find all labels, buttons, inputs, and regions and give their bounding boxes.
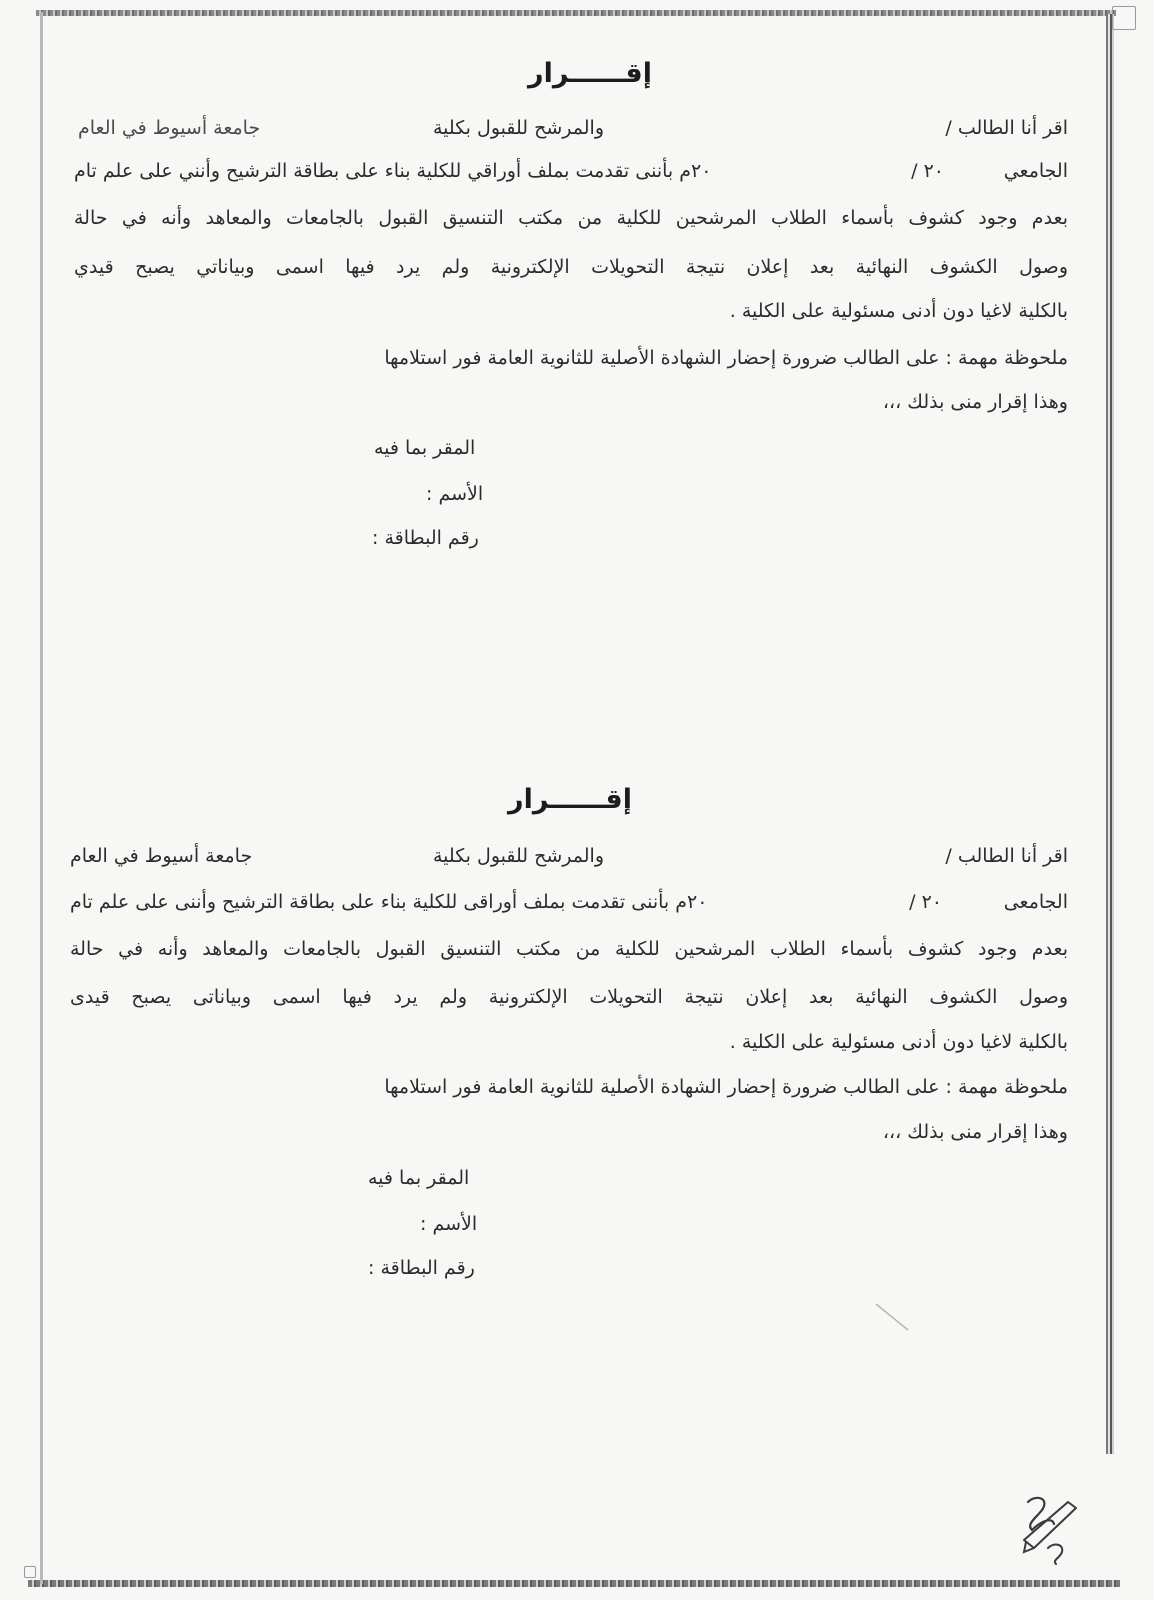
page-border-left bbox=[40, 12, 43, 1584]
university-year-label: جامعة أسيوط في العام bbox=[78, 117, 261, 139]
page-corner-mark bbox=[24, 1566, 36, 1578]
page-border-top bbox=[36, 10, 1116, 16]
closing-line: وهذا إقرار منى بذلك ،،، bbox=[882, 1121, 1068, 1143]
important-note: ملحوظة مهمة : على الطالب ضرورة إحضار الشهادة الأصلية للثانوية العامة فور استلامها bbox=[384, 1076, 1068, 1098]
faculty-label: والمرشح للقبول بكلية bbox=[432, 845, 604, 867]
university-year-label: جامعة أسيوط في العام bbox=[70, 845, 253, 867]
declaration-title: إقــــــرار bbox=[528, 58, 652, 89]
declaration-title: إقــــــرار bbox=[508, 784, 632, 815]
statement-line-2: ٢٠م بأننى تقدمت بملف أوراقى للكلية بناء على بطاقة الترشيح وأننى على علم تام bbox=[70, 891, 708, 913]
statement-line-2: ٢٠م بأننى تقدمت بملف أوراقي للكلية بناء على بطاقة الترشيح وأنني على علم تام bbox=[74, 160, 712, 182]
page-border-right bbox=[1106, 14, 1114, 1454]
name-field-label: الأسم : bbox=[420, 1213, 478, 1235]
faculty-label: والمرشح للقبول بكلية bbox=[432, 117, 604, 139]
statement-line-5: بالكلية لاغيا دون أدنى مسئولية على الكلية . bbox=[729, 1031, 1068, 1053]
corner-mark bbox=[1112, 6, 1136, 30]
name-field-label: الأسم : bbox=[426, 483, 484, 505]
handwritten-mark-icon bbox=[1010, 1488, 1090, 1568]
statement-line-3: بعدم وجود كشوف بأسماء الطلاب المرشحين للكلية من مكتب التنسيق القبول بالجامعات والمعاهد وأنه في حالة bbox=[70, 938, 1068, 960]
statement-line-4: وصول الكشوف النهائية بعد إعلان نتيجة التحويلات الإلكترونية ولم يرد فيها اسمى وبياناتى يصبح قيدى bbox=[70, 986, 1068, 1008]
signature-title: المقر بما فيه bbox=[368, 1167, 470, 1189]
page-border-bottom bbox=[28, 1580, 1120, 1587]
year-field: ٢٠ / bbox=[911, 160, 944, 182]
id-card-field-label: رقم البطاقة : bbox=[372, 527, 479, 549]
year-field: ٢٠ / bbox=[909, 891, 942, 913]
academic-label: الجامعى bbox=[1003, 891, 1068, 913]
statement-line-4: وصول الكشوف النهائية بعد إعلان نتيجة التحويلات الإلكترونية ولم يرد فيها اسمى وبياناتي يصبح قيدي bbox=[74, 256, 1068, 278]
id-card-field-label: رقم البطاقة : bbox=[368, 1257, 475, 1279]
student-label: اقر أنا الطالب / bbox=[945, 845, 1068, 867]
closing-line: وهذا إقرار منى بذلك ،،، bbox=[882, 391, 1068, 413]
academic-label: الجامعي bbox=[1003, 160, 1068, 182]
statement-line-5: بالكلية لاغيا دون أدنى مسئولية على الكلية . bbox=[729, 300, 1068, 322]
student-label: اقر أنا الطالب / bbox=[945, 117, 1068, 139]
statement-line-3: بعدم وجود كشوف بأسماء الطلاب المرشحين للكلية من مكتب التنسيق القبول بالجامعات والمعاهد وأنه في حالة bbox=[74, 207, 1068, 229]
scan-mark-icon bbox=[872, 1300, 932, 1340]
important-note: ملحوظة مهمة : على الطالب ضرورة إحضار الشهادة الأصلية للثانوية العامة فور استلامها bbox=[384, 347, 1068, 369]
signature-title: المقر بما فيه bbox=[374, 437, 476, 459]
